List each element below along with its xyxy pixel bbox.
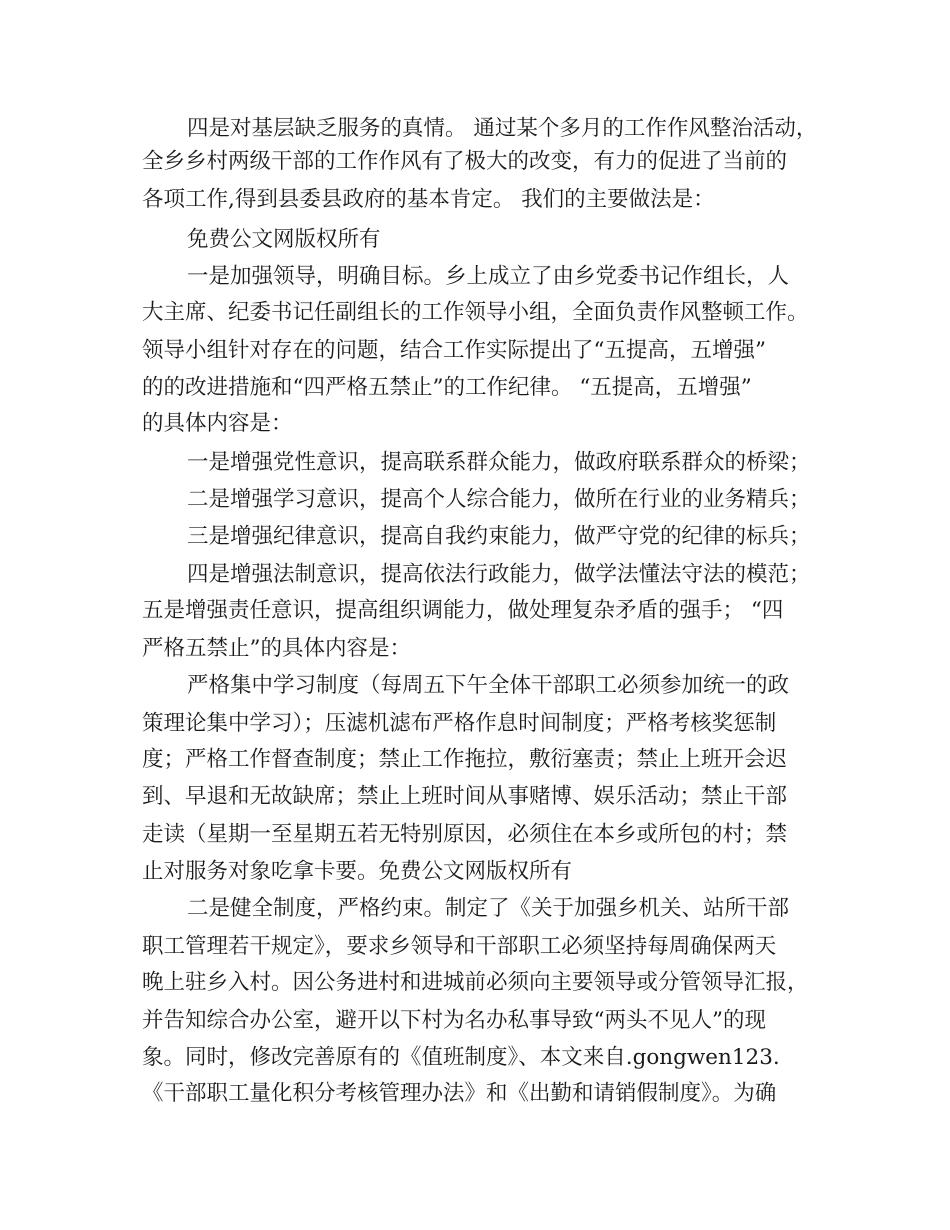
text-line: 策理论集中学习）；压滤机滤布严格作息时间制度；严格考核奖惩制 [142,711,777,736]
text-line: 到、早退和无故缺席；禁止上班时间从事赌博、娱乐活动；禁止干部 [142,784,788,809]
text-line: 四是增强法制意识，提高依法行政能力，做学法懂法守法的模范； [187,562,811,587]
text-line: 二是增强学习意识，提高个人综合能力，做所在行业的业务精兵； [187,487,811,512]
text-line: 的的改进措施和“四严格五禁止”的工作纪律。 “五提高，五增强” [142,375,752,400]
text-line: 止对服务对象吃拿卡要。免费公文网版权所有 [142,859,573,884]
text-line: 晚上驻乡入村。因公务进村和进城前必须向主要领导或分管领导汇报， [142,970,809,995]
text-line: 四是对基层缺乏服务的真情。 通过某个多月的工作作风整治活动， [187,116,818,141]
text-line: 走读（星期一至星期五若无特别原因，必须住在本乡或所包的村；禁 [142,822,788,847]
text-line: 的具体内容是： [142,411,293,436]
text-line: 严格集中学习制度（每周五下午全体干部职工必须参加统一的政 [187,673,790,698]
text-line: 严格五禁止”的具体内容是： [142,636,411,661]
text-line: 二是健全制度，严格约束。制定了《关于加强乡机关、站所干部 [187,896,790,921]
text-line: 各项工作,得到县委县政府的基本肯定。 我们的主要做法是： [142,187,715,212]
text-line: 全乡乡村两级干部的工作作风有了极大的改变，有力的促进了当前的 [142,149,788,174]
text-line: 免费公文网版权所有 [187,227,381,252]
text-line: 五是增强责任意识，提高组织调能力，做处理复杂矛盾的强手； “四 [142,598,784,623]
text-line: 三是增强纪律意识，提高自我约束能力，做严守党的纪律的标兵； [187,524,811,549]
text-line: 一是加强领导，明确目标。乡上成立了由乡党委书记作组长，人 [187,264,790,289]
text-line: 《干部职工量化积分考核管理办法》和《出勤和请销假制度》。为确 [142,1081,777,1106]
text-line: 一是增强党性意识，提高联系群众能力，做政府联系群众的桥梁； [187,450,811,475]
text-line: 大主席、纪委书记任副组长的工作领导小组，全面负责作风整顿工作。 [142,300,809,325]
text-line: 度；严格工作督查制度；禁止工作拖拉，敷衍塞责；禁止上班开会迟 [142,747,788,772]
text-line: 领导小组针对存在的问题，结合工作实际提出了“五提高，五增强” [142,338,766,363]
text-line: 并告知综合办公室，避开以下村为名办私事导致“两头不见人”的现 [142,1008,766,1033]
text-line: 职工管理若干规定》，要求乡领导和干部职工必须坚持每周确保两天 [142,934,777,959]
text-line: 象。同时，修改完善原有的《值班制度》、本文来自.gongwen123. [142,1045,780,1070]
